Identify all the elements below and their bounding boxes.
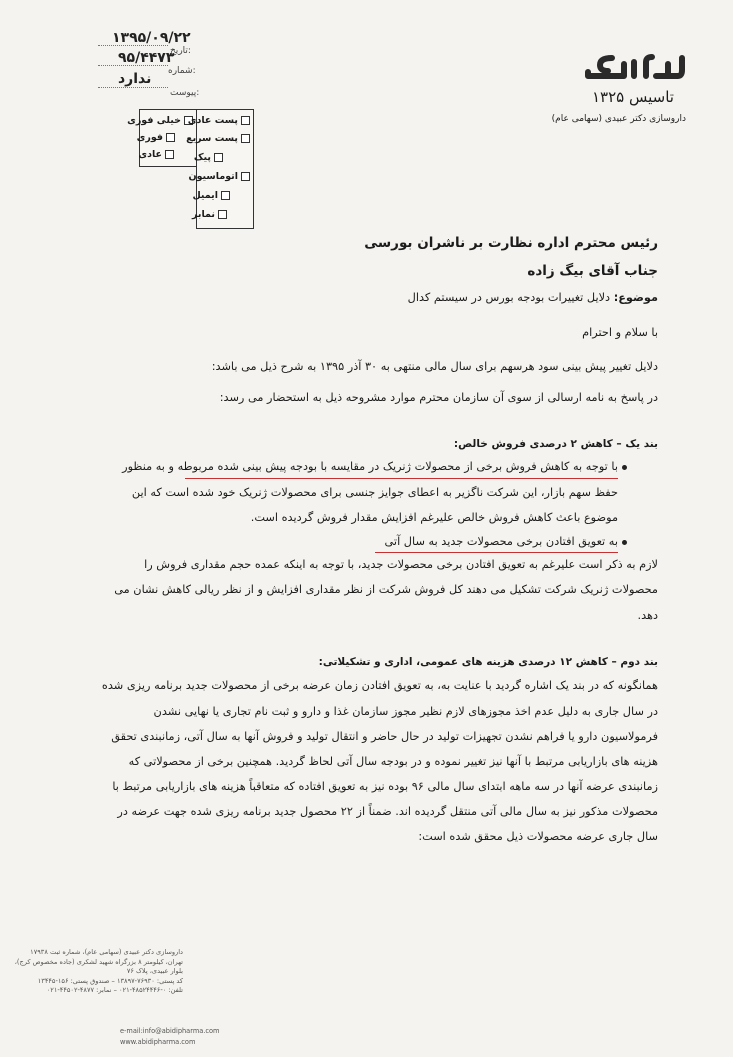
section-1-note-line-1: لازم به ذکر است علیرغم به تعویق افتادن برخی محصولات جدید، با توجه به اینکه عمده حجم مقداری فروش را	[144, 558, 658, 571]
checkbox-icon[interactable]	[214, 153, 223, 162]
number-line	[98, 65, 168, 66]
section-2-line-4: هزینه های بازاریابی مرتبط با آنها نیز تغییر نموده و در بودجه سال آتی لحاظ گردید. همچنین برخی از محصولاتی که	[128, 755, 658, 768]
priority-urgent[interactable]: فوری	[137, 132, 175, 143]
delivery-fax[interactable]: نمابر	[192, 209, 227, 220]
delivery-regular-post[interactable]: پست عادی	[188, 115, 250, 126]
section-2-line-2: در سال جاری به دلیل عدم اخذ مجوزهای لازم نظیر مجوز سازمان غذا و دارو و ثبت نام تجاری یا نهایی نشدن	[153, 705, 658, 718]
letter-number: ۹۵/۴۴۷۳	[118, 50, 175, 66]
checkbox-icon[interactable]	[165, 150, 174, 159]
checkbox-icon[interactable]	[241, 172, 250, 181]
section-2-line-6: محصولات مذکور نیز به سال مالی آتی منتقل گردیده اند. ضمناً از ۲۲ محصول جدید برنامه ریزی شده جهت عرضه در	[117, 805, 658, 818]
section-2-line-7: سال جاری عرضه محصولات ذیل محقق شده است:	[418, 830, 658, 843]
section-2-line-3: فرمولاسیون دارو یا فراهم نشدن تجهیزات تولید در حال حاضر و انتقال تولید و فروش آنها به سال آتی، زمانبندی تحقق	[111, 730, 658, 743]
date-line	[98, 45, 168, 46]
attachment-value: ندارد	[118, 71, 152, 87]
attachment-line	[98, 87, 168, 88]
priority-normal[interactable]: عادی	[138, 149, 174, 160]
section-2-line-5: زمانبندی عرضه آنها در سه ماهه ابتدای سال مالی ۹۶ بوده نیز به تعویق افتاده که متعاقباً هزینه های بازاریابی مرتبط با	[112, 780, 658, 793]
section-2-title: بند دوم – کاهش ۱۲ درصدی هزینه های عمومی، اداری و تشکیلاتی:	[318, 656, 658, 668]
recipient-name: جناب آقای بیگ زاده	[527, 263, 658, 279]
footer-email: e-mail:info@abidipharma.com	[120, 1027, 220, 1035]
delivery-automation[interactable]: اتوماسیون	[188, 171, 250, 182]
greeting: با سلام و احترام	[582, 326, 658, 339]
delivery-express-post[interactable]: پست سریع	[186, 133, 250, 144]
section-1-note-line-2: محصولات ژنریک شرکت تشکیل می دهند کل فروش شرکت از نظر مقداری افزایش و از نظر ریالی کاهش نشان می	[114, 583, 658, 596]
delivery-courier[interactable]: پیک	[194, 152, 223, 163]
section-1-bullet-1-line-1: با توجه به کاهش فروش برخی از محصولات ژنریک در مقایسه با بودجه پیش بینی شده مربوطه و به منظور	[122, 460, 618, 473]
footer-line: تهران، کیلومتر ۸ بزرگراه شهید لشکری (جاده مخصوص کرج)،	[14, 957, 183, 966]
red-underline	[375, 552, 618, 553]
section-2-line-1: همانگونه که در بند یک اشاره گردید با عنایت به، به تعویق افتادن زمان عرضه برخی از محصولات جدید برنامه ریزی شده	[101, 679, 658, 692]
footer-website: www.abidipharma.com	[120, 1038, 196, 1046]
priority-very-urgent[interactable]: خیلی فوری	[127, 115, 193, 126]
subject-line	[408, 292, 658, 303]
subject-label: موضوع:	[613, 291, 658, 304]
company-name: داروسازی دکتر عبیدی (سهامی عام)	[551, 114, 686, 124]
intro-line-2: در پاسخ به نامه ارسالی از سوی آن سازمان محترم موارد مشروحه ذیل به استحضار می رسد:	[219, 391, 658, 404]
footer-line: داروسازی دکتر عبیدی (سهامی عام)، شماره ثبت ۱۷۹۳۸	[30, 948, 183, 956]
checkbox-icon[interactable]	[221, 191, 230, 200]
intro-line-1: دلایل تغییر پیش بینی سود هرسهم برای سال مالی منتهی به ۳۰ آذر ۱۳۹۵ به شرح ذیل می باشد:	[211, 360, 658, 373]
bullet-dot	[622, 540, 627, 545]
checkbox-icon[interactable]	[166, 133, 175, 142]
checkbox-icon[interactable]	[241, 134, 250, 143]
section-1-bullet-1-line-3: موضوع باعث کاهش فروش خالص علیرغم افزایش مقدار فروش گردیده است.	[250, 511, 618, 524]
bullet-dot	[622, 465, 627, 470]
footer-line: کد پستی: ۷۶۹۳۰-۱۳۸۹۷ – صندوق پستی: ۱۵۶-۱۳۴۴۵	[37, 976, 183, 985]
section-1-bullet-2: به تعویق افتادن برخی محصولات جدید به سال آتی	[384, 535, 618, 548]
footer-line: تلفن: ۰-۴۸۵۲۴۴۴۶-۰۲۱ – نمابر: ۴۸۷۷-۴۴۵۰۲-۰۲۱	[46, 986, 183, 995]
letter-date: ۱۳۹۵/۰۹/۲۲	[112, 30, 191, 46]
subject-text: دلایل تغییرات بودجه بورس در سیستم کدال	[407, 291, 611, 304]
attachment-label: پیوست:	[170, 88, 200, 98]
company-logo-icon	[582, 50, 687, 84]
section-1-note-line-3: دهد.	[637, 609, 658, 622]
footer-line: بلوار عبیدی، پلاک ۷۶	[126, 967, 183, 976]
company-founded: تاسیس ۱۳۲۵	[592, 88, 674, 106]
section-1-title: بند یک – کاهش ۲ درصدی فروش خالص:	[453, 438, 658, 450]
section-1-bullet-1-line-2: حفظ سهم بازار، این شرکت ناگزیر به اعطای جوایز جنسی برای محصولات ژنریک خود شده است که این	[131, 486, 618, 499]
recipient-title: رئیس محترم اداره نظارت بر ناشران بورسی	[364, 235, 658, 251]
red-underline	[185, 478, 618, 479]
date-label: تاریخ:	[170, 46, 191, 56]
number-label: شماره:	[168, 66, 196, 76]
checkbox-icon[interactable]	[241, 116, 250, 125]
checkbox-icon[interactable]	[218, 210, 227, 219]
company-footer	[15, 948, 183, 996]
delivery-email[interactable]: ایمیل	[192, 190, 230, 201]
